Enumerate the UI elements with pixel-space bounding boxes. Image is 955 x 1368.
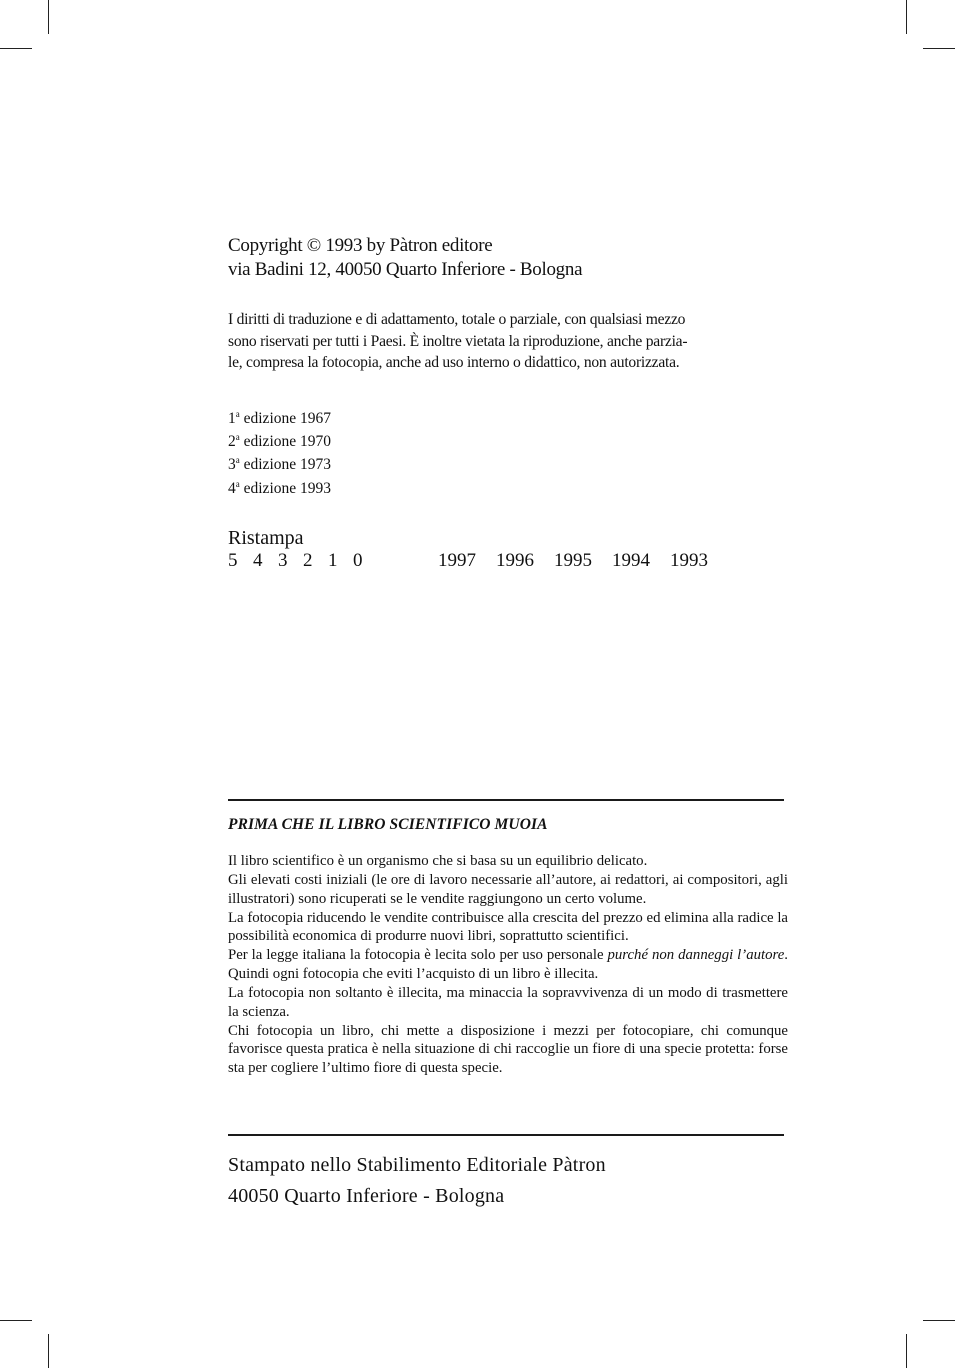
- notice-body: [228, 852, 788, 1078]
- reprint-year: 1993: [670, 550, 708, 571]
- edition-text: edizione 1970: [243, 433, 332, 451]
- notice-paragraph: Gli elevati costi iniziali (le ore di lavoro necessarie all’autore, ai redattori, ai compositori, agli illustratori) sono ricuperati se le vendite raggiungono un certo volume.: [228, 871, 788, 907]
- edition-text: edizione 1993: [243, 479, 332, 497]
- copyright-line: Copyright © 1993 by Pàtron editore: [228, 235, 493, 256]
- notice-text: Per la legge italiana la fotocopia è lecita solo per uso personale: [228, 947, 608, 964]
- reprint-number: 1: [328, 550, 338, 571]
- rule-top: [228, 799, 784, 801]
- edition-text: edizione 1967: [243, 410, 332, 427]
- notice-paragraph: La fotocopia non soltanto è illecita, ma minaccia la sopravvivenza di un modo di trasmettere la scienza.: [228, 984, 788, 1020]
- reprint-year: 1995: [554, 550, 592, 571]
- edition-item: [228, 405, 331, 428]
- printer-name: Stampato nello Stabilimento Editoriale Pàtron: [228, 1154, 606, 1176]
- notice-text: . Quindi ogni fotocopia che eviti l’acquisto di un libro è illecita.: [228, 947, 788, 983]
- crop-mark-top-left-horizontal: [0, 48, 32, 49]
- edition-text: edizione 1973: [243, 456, 332, 474]
- edition-ordinal: a: [235, 455, 240, 466]
- notice-paragraph: Il libro scientifico è un organismo che si basa su un equilibrio delicato.: [228, 853, 648, 869]
- crop-mark-top-right-horizontal: [923, 48, 955, 49]
- crop-mark-bottom-right-horizontal: [923, 1320, 955, 1321]
- crop-mark-bottom-left-vertical: [48, 1334, 49, 1368]
- printer-info: [228, 1150, 606, 1212]
- reprint-year: 1996: [496, 550, 534, 571]
- reprint-number: 3: [278, 550, 288, 571]
- rights-line: sono riservati per tutti i Paesi. È inoltre vietata la riproduzione, anche parzia-: [228, 332, 688, 350]
- notice-paragraph: La fotocopia riducendo le vendite contribuisce alla crescita del prezzo ed elimina alla radice la possibilità economica di produrre nuovi libri, soprattutto scientifici.: [228, 909, 788, 945]
- ristampa-row: [228, 549, 748, 573]
- rights-notice: [228, 309, 788, 374]
- ristampa-label: Ristampa: [228, 527, 304, 549]
- edition-number: 2: [228, 433, 236, 451]
- edition-ordinal: a: [235, 432, 240, 443]
- edition-item: [228, 428, 331, 451]
- rights-line: I diritti di traduzione e di adattamento, totale o parziale, con qualsiasi mezzo: [228, 311, 686, 328]
- reprint-number: 2: [303, 550, 313, 571]
- crop-mark-top-right-vertical: [906, 0, 907, 34]
- reprint-year: 1997: [438, 550, 476, 571]
- notice-title: PRIMA CHE IL LIBRO SCIENTIFICO MUOIA: [228, 816, 548, 833]
- rule-bottom: [228, 1134, 784, 1136]
- publisher-address: via Badini 12, 40050 Quarto Inferiore - Bologna: [228, 259, 583, 280]
- printer-address: 40050 Quarto Inferiore - Bologna: [228, 1185, 505, 1207]
- edition-ordinal: a: [235, 409, 240, 419]
- edition-number: 3: [228, 456, 236, 474]
- crop-mark-top-left-vertical: [48, 0, 49, 34]
- edition-item: [228, 475, 331, 498]
- reprint-number: 5: [228, 550, 238, 571]
- reprint-year: 1994: [612, 550, 650, 571]
- notice-emphasis: purché non danneggi l’autore: [607, 947, 785, 964]
- reprint-number: 0: [353, 550, 363, 571]
- notice-paragraph: Chi fotocopia un libro, chi mette a disposizione i mezzi per fotocopiare, chi comunque favorisce questa pratica è nella situazione di chi raccoglie un fiore di una specie protetta: forse sta per cogliere l’ultimo fiore di questa specie.: [228, 1022, 788, 1077]
- edition-ordinal: a: [235, 478, 240, 489]
- edition-number: 4: [228, 479, 236, 497]
- crop-mark-bottom-left-horizontal: [0, 1320, 32, 1321]
- notice-paragraph: [228, 946, 788, 984]
- reprint-number: 4: [253, 550, 263, 571]
- crop-mark-bottom-right-vertical: [906, 1334, 907, 1368]
- edition-number: 1: [228, 410, 236, 427]
- edition-item: [228, 451, 331, 474]
- rights-line: le, compresa la fotocopia, anche ad uso interno o didattico, non autorizzata.: [228, 354, 680, 371]
- editions-list: [228, 405, 331, 498]
